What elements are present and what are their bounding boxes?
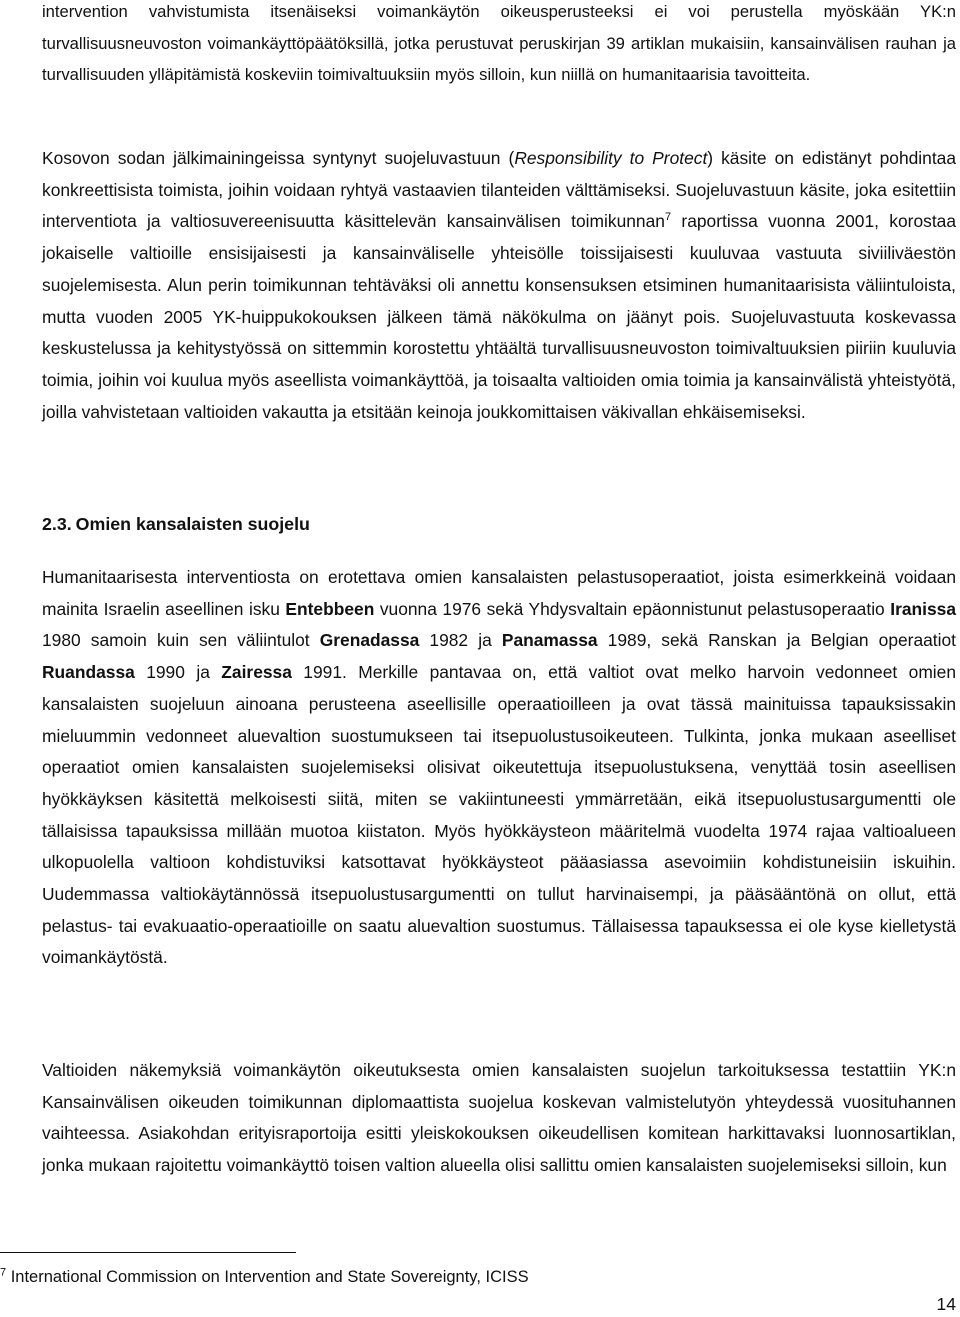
- footnote-text: International Commission on Intervention and State Sovereignty, ICISS: [6, 1268, 529, 1286]
- paragraph-text: vuonna 1976 sekä Yhdysvaltain epäonnistunut pelastusoperaatio: [374, 598, 891, 619]
- paragraph-text: 1991. Merkille pantavaa on, että valtiot ovat melko harvoin vedonneet omien kansalaisten suojeluun ainoana perusteena aseellisille operaatioilleen ja ovat tässä mainituissa tapauksissakin mieluummin vedonneet aluevaltion suostumukseen tai itsepuolustusoikeuteen. Tulkinta, jonka mukaan aseelliset operaatiot omien kansalaisten suojelemiseksi olisivat oikeutettuja itsepuolustuksena, venyttää tosin aseellisen hyökkäyksen käsitettä melkoisesti siitä, miten se vakiintuneesti ymmärretään, eikä itsepuolustusargumentti ole tällaisissa tapauksissa millään muotoa kiistaton. Myös hyökkäysteon määritelmä vuodelta 1974 rajaa valtioalueen ulkopuolella valtioon kohdistuviksi katsottavat hyökkäysteot pääasiassa asevoimiin kohdistuneisiin iskuihin. Uudemmassa valtiokäytännössä itsepuolustusargumentti on tullut harvinaisempi, ja pääsääntönä on ollut, että pelastus- tai evakuaatio-operaatioille on saatu aluevaltion suostumus. Tällaisessa tapauksessa ei ole kyse kielletystä voimankäytöstä.: [42, 662, 957, 968]
- footnote-reference: 7: [664, 211, 672, 224]
- bold-place: Grenadassa: [319, 630, 420, 651]
- paragraph-diplomatic-protection: Valtioiden näkemyksiä voimankäytön oikeutuksesta omien kansalaisten suojelun tarkoituksessa testattiin YK:n Kansainvälisen oikeuden toimikunnan diplomaattista suojelua koskevan valmistelutyön yhteydessä vuosituhannen vaihteessa. Asiakohdan erityisraportoija esitti yleiskokouksen oikeudellisen komitean harkittavaksi luonnosartiklan, jonka mukaan rajoitettu voimankäyttö toisen valtion alueella olisi sallittu omien kansalaisten suojelemiseksi silloin, kun: [42, 1060, 956, 1176]
- bold-place: Ruandassa: [42, 662, 135, 683]
- paragraph-rescue-operations: [42, 562, 956, 974]
- section-heading: [42, 510, 310, 538]
- footnote-divider: [0, 1252, 296, 1253]
- italic-term: Responsibility to Protect: [514, 148, 708, 168]
- paragraph-text: ) käsite on edistänyt pohdintaa konkreettisista toimista, joihin voidaan ryhtyä vastaavien tilanteiden välttämiseksi. Suojeluvastuun käsite, joka esitettiin interventiota ja valtiosuvereenisuutta käsittelevän kansainvälisen toimikunnan: [42, 148, 956, 232]
- section-title: Omien kansalaisten suojelu: [75, 514, 310, 534]
- paragraph-text: Kosovon sodan jälkimainingeissa syntynyt suojeluvastuun (: [42, 148, 515, 168]
- bold-place: Iranissa: [890, 598, 956, 619]
- footnote: [0, 1264, 529, 1290]
- bold-place: Panamassa: [501, 630, 598, 651]
- paragraph-responsibility-to-protect: [42, 143, 956, 428]
- page-number: 14: [936, 1294, 956, 1314]
- paragraph-text: raportissa vuonna 2001, korostaa jokaiselle valtioille ensisijaisesti ja kansainväliselle yhteisölle toissijaisesti kuuluvaa vastuuta siviiliväestön suojelemisesta. Alun perin toimikunnan tehtäväksi oli annettu konsensuksen etsiminen humanitaarisista väliintuloista, mutta vuoden 2005 YK-huippukokouksen jälkeen tämä näkökulma on jäänyt pois. Suojeluvastuuta koskevassa keskustelussa ja kehitystyössä on sittemmin korostettu yhtäältä turvallisuusneuvoston toimivaltuuksien piiriin kuuluvia toimia, joihin voi kuulua myös aseellista voimankäyttöä, ja toisaalta valtioiden omia toimia ja kansainvälistä yhteistyötä, joilla vahvistetaan valtioiden vakautta ja etsitään keinoja joukkomittaisen väkivallan ehkäisemiseksi.: [42, 211, 956, 422]
- paragraph-text: 1989, sekä Ranskan ja Belgian operaatiot: [597, 630, 957, 651]
- bold-place: Entebbeen: [285, 598, 375, 619]
- footnote-number: 7: [0, 1266, 7, 1279]
- paragraph-text: 1980 samoin kuin sen väliintulot: [42, 630, 320, 651]
- section-number: 2.3.: [42, 514, 72, 534]
- paragraph-text: Humanitaarisesta interventiosta on erotettava omien kansalaisten pelastusoperaatiot, joista esimerkkeinä voidaan mainita Israelin aseellinen isku: [42, 567, 956, 619]
- bold-place: Zairessa: [221, 662, 292, 683]
- paragraph-intervention: intervention vahvistumista itsenäiseksi voimankäytön oikeusperusteeksi ei voi perustella myöskään YK:n turvallisuusneuvoston voimankäyttöpäätöksillä, jotka perustuvat peruskirjan 39 artiklan mukaisiin, kansainvälisen rauhan ja turvallisuuden ylläpitämistä koskeviin toimivaltuuksiin myös silloin, kun niillä on humanitaarisia tavoitteita.: [42, 2, 956, 84]
- paragraph-text: 1990 ja: [134, 662, 222, 683]
- paragraph-text: 1982 ja: [419, 630, 502, 651]
